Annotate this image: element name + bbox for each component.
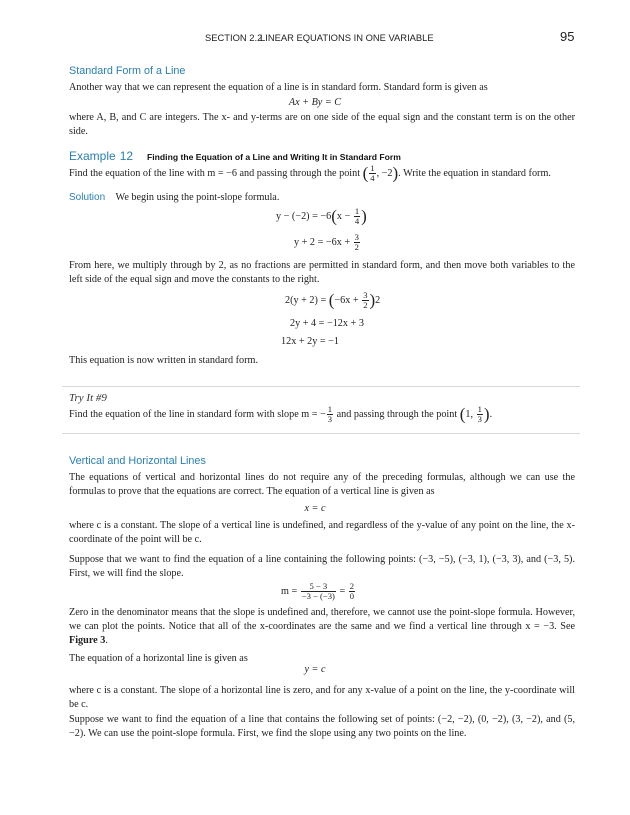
equation-5: 12x + 2y = −1 bbox=[281, 336, 339, 347]
slope-fraction-2 bbox=[349, 582, 355, 601]
try-it-top-rule bbox=[62, 386, 580, 387]
eq2-den: 2 bbox=[354, 242, 359, 252]
slope-num: 5 − 3 bbox=[301, 582, 336, 592]
vh-p4 bbox=[69, 606, 575, 648]
point-x-den: 4 bbox=[370, 173, 375, 183]
try-it-point-fraction bbox=[477, 405, 483, 424]
eq3-mult: 2 bbox=[375, 294, 381, 306]
equation-3: 2(y + 2) = (−6x + $\frac{3}{2}$ )2 bbox=[285, 290, 381, 310]
slope-den2: 0 bbox=[349, 591, 355, 601]
example-prompt-b: . Write the equation in standard form. bbox=[398, 167, 551, 179]
standard-form-heading: Standard Form of a Line bbox=[69, 65, 186, 77]
point-y: , −2 bbox=[376, 167, 393, 179]
vh-lines-heading: Vertical and Horizontal Lines bbox=[69, 455, 206, 467]
try-slope-num: 1 bbox=[327, 404, 333, 414]
eq3-num: 3 bbox=[363, 290, 368, 300]
vh-p5: The equation of a horizontal line is given as bbox=[69, 653, 248, 664]
try-slope-den: 3 bbox=[327, 414, 333, 424]
try-pt-num: 1 bbox=[477, 404, 482, 414]
horizontal-line-equation: y = c bbox=[304, 664, 326, 675]
vh-p6: where c is a constant. The slope of a horizontal line is zero, and for any x-value of a point on the line, the y-coordinate will be c. bbox=[69, 685, 575, 710]
figure-3-reference[interactable]: Figure 3 bbox=[69, 635, 106, 646]
vh-p2: where c is a constant. The slope of a vertical line is undefined, and regardless of the y-value of any point on the line, the x-coordinate of the point will be c. bbox=[69, 520, 575, 545]
vh-p7: Suppose we want to find the equation of a line that contains the following set of points: (−2, −2), (0, −2), (3, −2), and (5, −2). We can use the point-slope formula. First, we find the slope using any two points on the line. bbox=[69, 714, 575, 739]
example-title: Finding the Equation of a Line and Writing It in Standard Form bbox=[147, 152, 401, 162]
vh-p1: The equations of vertical and horizontal lines do not require any of the preceding formulas, although we can use the formulas to prove that the equations are correct. The equation of a vertical line is given as bbox=[69, 472, 575, 497]
eq1-fraction bbox=[354, 207, 360, 226]
eq3-den: 2 bbox=[363, 300, 368, 310]
vh-p4-text: Zero in the denominator means that the slope is undefined and, therefore, we cannot use the point-slope formula. However, we can plot the points. Notice that all of the x-coordinates are the same and we find a vertical line through x = −3. See bbox=[69, 607, 575, 632]
slope-equation bbox=[281, 582, 356, 601]
eq2-left: y + 2 = −6x + bbox=[294, 236, 351, 248]
equation-2 bbox=[294, 233, 361, 252]
solution-line bbox=[69, 192, 279, 203]
vh-p4-end: . bbox=[105, 635, 108, 646]
slope-den: −3 − (−3) bbox=[301, 591, 335, 601]
equation-4: 2y + 4 = −12x + 3 bbox=[290, 318, 364, 329]
slope-eq: = bbox=[339, 585, 346, 597]
eq3-inner: −6x + bbox=[334, 294, 359, 306]
eq2-fraction bbox=[354, 233, 360, 252]
try-it-text-b: and passing through the point bbox=[336, 408, 458, 420]
try-it-label: Try It #9 bbox=[69, 392, 107, 404]
point-x-num: 1 bbox=[370, 163, 375, 173]
try-it-text-a: Find the equation of the line in standard form with slope m = − bbox=[69, 408, 326, 420]
section-title: LINEAR EQUATIONS IN ONE VARIABLE bbox=[260, 32, 434, 43]
equation-1: y − (−2) = −6(x − $\frac{1}{4}$ ) bbox=[276, 206, 367, 226]
example-number: 12 bbox=[119, 149, 134, 163]
eq3-fraction bbox=[362, 291, 368, 310]
try-pt-a: 1, bbox=[465, 408, 474, 420]
eq1-left: y − (−2) = −6 bbox=[276, 210, 332, 222]
standard-form-intro: Another way that we can represent the equation of a line is in standard form. Standard form is given as bbox=[69, 82, 488, 93]
eq3-left: 2(y + 2) = bbox=[285, 294, 327, 306]
vertical-line-equation: x = c bbox=[304, 503, 326, 514]
try-pt-den: 3 bbox=[477, 414, 482, 424]
eq1-den: 4 bbox=[354, 216, 360, 226]
eq1-num: 1 bbox=[354, 206, 360, 216]
example-conclusion: This equation is now written in standard form. bbox=[69, 355, 259, 366]
point-x-fraction bbox=[369, 164, 375, 183]
standard-form-equation: Ax + By = C bbox=[288, 97, 342, 108]
try-it-text: Find the equation of the line in standard form with slope m = − $\frac{1}{3}$ and passing through the point (1, $\frac{1}{3}$ ). bbox=[69, 404, 493, 424]
slope-num2: 2 bbox=[349, 581, 355, 591]
vh-p3: Suppose that we want to find the equation of a line containing the following points: (−3, −5), (−3, 1), (−3, 3), and (−3, 5). First, we will find the slope. bbox=[69, 554, 575, 579]
solution-label: Solution bbox=[69, 192, 106, 203]
section-number: SECTION 2.2 bbox=[205, 32, 263, 43]
solution-text: We begin using the point-slope formula. bbox=[115, 192, 280, 203]
example-middle-text: From here, we multiply through by 2, as no fractions are permitted in standard form, and then move both variables to the left side of the equal sign and move the constants to the right. bbox=[69, 260, 575, 285]
slope-fraction bbox=[301, 582, 336, 601]
eq1-inner: x − bbox=[336, 210, 351, 222]
try-it-end: . bbox=[489, 408, 493, 420]
standard-form-explain: where A, B, and C are integers. The x- and y-terms are on one side of the equal sign and the constant term is on the other side. bbox=[69, 112, 575, 137]
example-heading bbox=[69, 147, 401, 165]
try-it-slope-fraction bbox=[327, 405, 333, 424]
slope-m: m = bbox=[281, 585, 298, 597]
example-prompt: Find the equation of the line with m = −6 and passing through the point ( $\frac{1}{4}$ , −2). Write the equation in standard form. bbox=[69, 163, 551, 183]
eq2-num: 3 bbox=[354, 232, 359, 242]
page-number: 95 bbox=[560, 29, 575, 44]
example-label: Example bbox=[69, 149, 116, 163]
example-prompt-a: Find the equation of the line with m = −6 and passing through the point bbox=[69, 167, 361, 179]
try-it-bottom-rule bbox=[62, 433, 580, 434]
